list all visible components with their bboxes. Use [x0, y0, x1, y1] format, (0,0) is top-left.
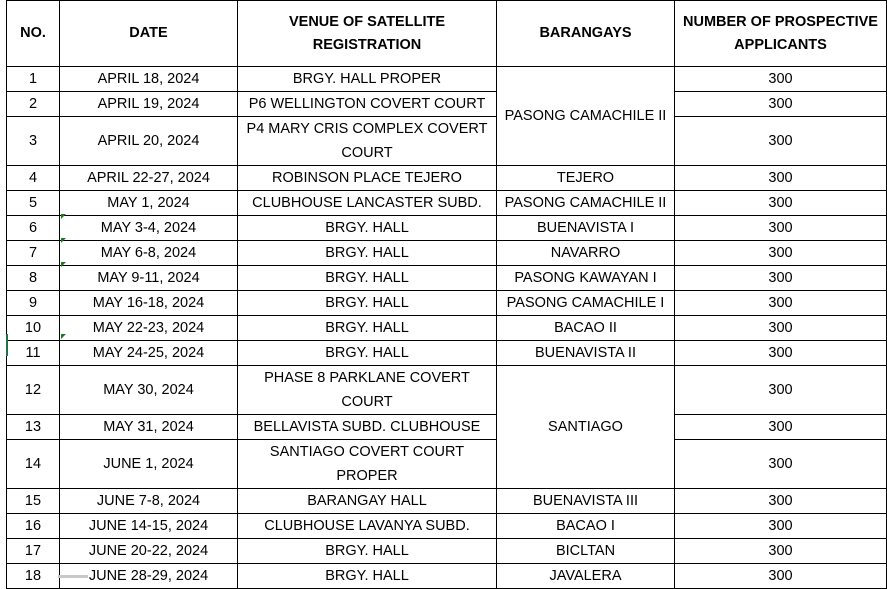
cell-applicants[interactable]: 300	[675, 564, 887, 589]
cell-date[interactable]: MAY 16-18, 2024	[60, 291, 238, 316]
cell-no[interactable]: 1	[7, 67, 60, 92]
cell-no[interactable]: 18	[7, 564, 60, 589]
table-row	[7, 67, 887, 92]
header-date[interactable]: DATE	[60, 1, 238, 67]
table-row	[7, 514, 887, 539]
active-cell-marker	[6, 334, 8, 356]
table-row	[7, 539, 887, 564]
cell-venue[interactable]: ROBINSON PLACE TEJERO	[238, 166, 497, 191]
cell-date[interactable]: MAY 3-4, 2024	[60, 216, 238, 241]
cell-barangay[interactable]: BACAO I	[497, 514, 675, 539]
cell-applicants[interactable]: 300	[675, 241, 887, 266]
cell-comment-indicator-icon	[61, 334, 66, 339]
cell-date[interactable]: APRIL 19, 2024	[60, 92, 238, 117]
cell-no[interactable]: 17	[7, 539, 60, 564]
cell-barangay[interactable]: TEJERO	[497, 166, 675, 191]
cell-applicants[interactable]: 300	[675, 341, 887, 366]
cell-venue[interactable]: BARANGAY HALL	[238, 489, 497, 514]
cell-date[interactable]: MAY 30, 2024	[60, 366, 238, 415]
cell-barangay-merged[interactable]: SANTIAGO	[497, 366, 675, 489]
cell-venue[interactable]: BRGY. HALL	[238, 316, 497, 341]
cell-no[interactable]: 8	[7, 266, 60, 291]
cell-no[interactable]: 6	[7, 216, 60, 241]
table-row	[7, 266, 887, 291]
cell-venue[interactable]: BRGY. HALL	[238, 266, 497, 291]
cell-barangay[interactable]: JAVALERA	[497, 564, 675, 589]
header-venue[interactable]: VENUE OF SATELLITE REGISTRATION	[238, 1, 497, 67]
cell-venue[interactable]: P6 WELLINGTON COVERT COURT	[238, 92, 497, 117]
cell-no[interactable]: 13	[7, 415, 60, 440]
cell-barangay[interactable]: BUENAVISTA I	[497, 216, 675, 241]
cell-date[interactable]: MAY 6-8, 2024	[60, 241, 238, 266]
cell-barangay[interactable]: BICLTAN	[497, 539, 675, 564]
cell-applicants[interactable]: 300	[675, 366, 887, 415]
cell-date[interactable]: APRIL 22-27, 2024	[60, 166, 238, 191]
cell-venue[interactable]: BRGY. HALL	[238, 341, 497, 366]
cell-no[interactable]: 7	[7, 241, 60, 266]
header-barangays[interactable]: BARANGAYS	[497, 1, 675, 67]
table-row	[7, 291, 887, 316]
cell-applicants[interactable]: 300	[675, 415, 887, 440]
cell-applicants[interactable]: 300	[675, 291, 887, 316]
table-row	[7, 216, 887, 241]
cell-no[interactable]: 10	[7, 316, 60, 341]
cell-applicants[interactable]: 300	[675, 92, 887, 117]
cell-applicants[interactable]: 300	[675, 166, 887, 191]
table-row	[7, 166, 887, 191]
table-row	[7, 366, 887, 415]
table-row	[7, 241, 887, 266]
cell-applicants[interactable]: 300	[675, 514, 887, 539]
cell-venue[interactable]: CLUBHOUSE LAVANYA SUBD.	[238, 514, 497, 539]
table-row	[7, 489, 887, 514]
cell-no[interactable]: 5	[7, 191, 60, 216]
cell-no[interactable]: 3	[7, 117, 60, 166]
table-row	[7, 316, 887, 341]
cell-venue[interactable]: BRGY. HALL	[238, 564, 497, 589]
cell-barangay[interactable]: NAVARRO	[497, 241, 675, 266]
cell-applicants[interactable]: 300	[675, 489, 887, 514]
cell-date[interactable]: MAY 24-25, 2024	[60, 341, 238, 366]
cell-no[interactable]: 14	[7, 440, 60, 489]
cell-comment-indicator-icon	[61, 238, 66, 243]
cell-no[interactable]: 9	[7, 291, 60, 316]
cell-applicants[interactable]: 300	[675, 316, 887, 341]
cell-barangay[interactable]: BUENAVISTA III	[497, 489, 675, 514]
cell-venue[interactable]: BRGY. HALL	[238, 241, 497, 266]
table-row	[7, 117, 887, 166]
cell-no[interactable]: 15	[7, 489, 60, 514]
cell-barangay[interactable]: PASONG CAMACHILE I	[497, 291, 675, 316]
header-no[interactable]: NO.	[7, 1, 60, 67]
cell-barangay[interactable]: PASONG CAMACHILE II	[497, 191, 675, 216]
cell-venue[interactable]: BRGY. HALL PROPER	[238, 67, 497, 92]
cell-date[interactable]: MAY 1, 2024	[60, 191, 238, 216]
cell-venue[interactable]: BRGY. HALL	[238, 291, 497, 316]
cell-no[interactable]: 11	[7, 341, 60, 366]
cell-venue[interactable]: BRGY. HALL	[238, 216, 497, 241]
cell-applicants[interactable]: 300	[675, 440, 887, 489]
cell-date[interactable]: APRIL 20, 2024	[60, 117, 238, 166]
cell-date[interactable]: JUNE 7-8, 2024	[60, 489, 238, 514]
registration-schedule-table	[6, 0, 887, 589]
cell-date[interactable]: JUNE 20-22, 2024	[60, 539, 238, 564]
cell-applicants[interactable]: 300	[675, 266, 887, 291]
cell-date[interactable]: JUNE 14-15, 2024	[60, 514, 238, 539]
cell-date[interactable]: MAY 22-23, 2024	[60, 316, 238, 341]
cell-no[interactable]: 16	[7, 514, 60, 539]
cell-venue[interactable]: BRGY. HALL	[238, 539, 497, 564]
header-row	[7, 1, 887, 67]
cell-barangay[interactable]: BUENAVISTA II	[497, 341, 675, 366]
cell-barangay-merged[interactable]: PASONG CAMACHILE II	[497, 67, 675, 166]
cell-venue[interactable]: SANTIAGO COVERT COURT PROPER	[238, 440, 497, 489]
cell-barangay[interactable]: PASONG KAWAYAN I	[497, 266, 675, 291]
cell-venue[interactable]: P4 MARY CRIS COMPLEX COVERT COURT	[238, 117, 497, 166]
cell-barangay[interactable]: BACAO II	[497, 316, 675, 341]
cell-applicants[interactable]: 300	[675, 117, 887, 166]
table-row	[7, 92, 887, 117]
cell-comment-indicator-icon	[61, 214, 66, 219]
cell-applicants[interactable]: 300	[675, 67, 887, 92]
cell-venue[interactable]: PHASE 8 PARKLANE COVERT COURT	[238, 366, 497, 415]
cell-date[interactable]: MAY 31, 2024	[60, 415, 238, 440]
table-row	[7, 341, 887, 366]
table-row	[7, 564, 887, 589]
cell-venue[interactable]: CLUBHOUSE LANCASTER SUBD.	[238, 191, 497, 216]
table-row	[7, 191, 887, 216]
cell-applicants[interactable]: 300	[675, 539, 887, 564]
cell-applicants[interactable]: 300	[675, 216, 887, 241]
cell-date[interactable]: JUNE 28-29, 2024	[60, 564, 238, 589]
cell-no[interactable]: 4	[7, 166, 60, 191]
cell-date[interactable]: APRIL 18, 2024	[60, 67, 238, 92]
cell-date[interactable]: JUNE 1, 2024	[60, 440, 238, 489]
header-applicants[interactable]: NUMBER OF PROSPECTIVE APPLICANTS	[675, 1, 887, 67]
scrollbar-thumb[interactable]	[58, 575, 88, 578]
cell-comment-indicator-icon	[61, 262, 66, 267]
cell-applicants[interactable]: 300	[675, 191, 887, 216]
cell-no[interactable]: 2	[7, 92, 60, 117]
cell-no[interactable]: 12	[7, 366, 60, 415]
cell-venue[interactable]: BELLAVISTA SUBD. CLUBHOUSE	[238, 415, 497, 440]
table-row	[7, 415, 887, 440]
table-row	[7, 440, 887, 489]
cell-date[interactable]: MAY 9-11, 2024	[60, 266, 238, 291]
